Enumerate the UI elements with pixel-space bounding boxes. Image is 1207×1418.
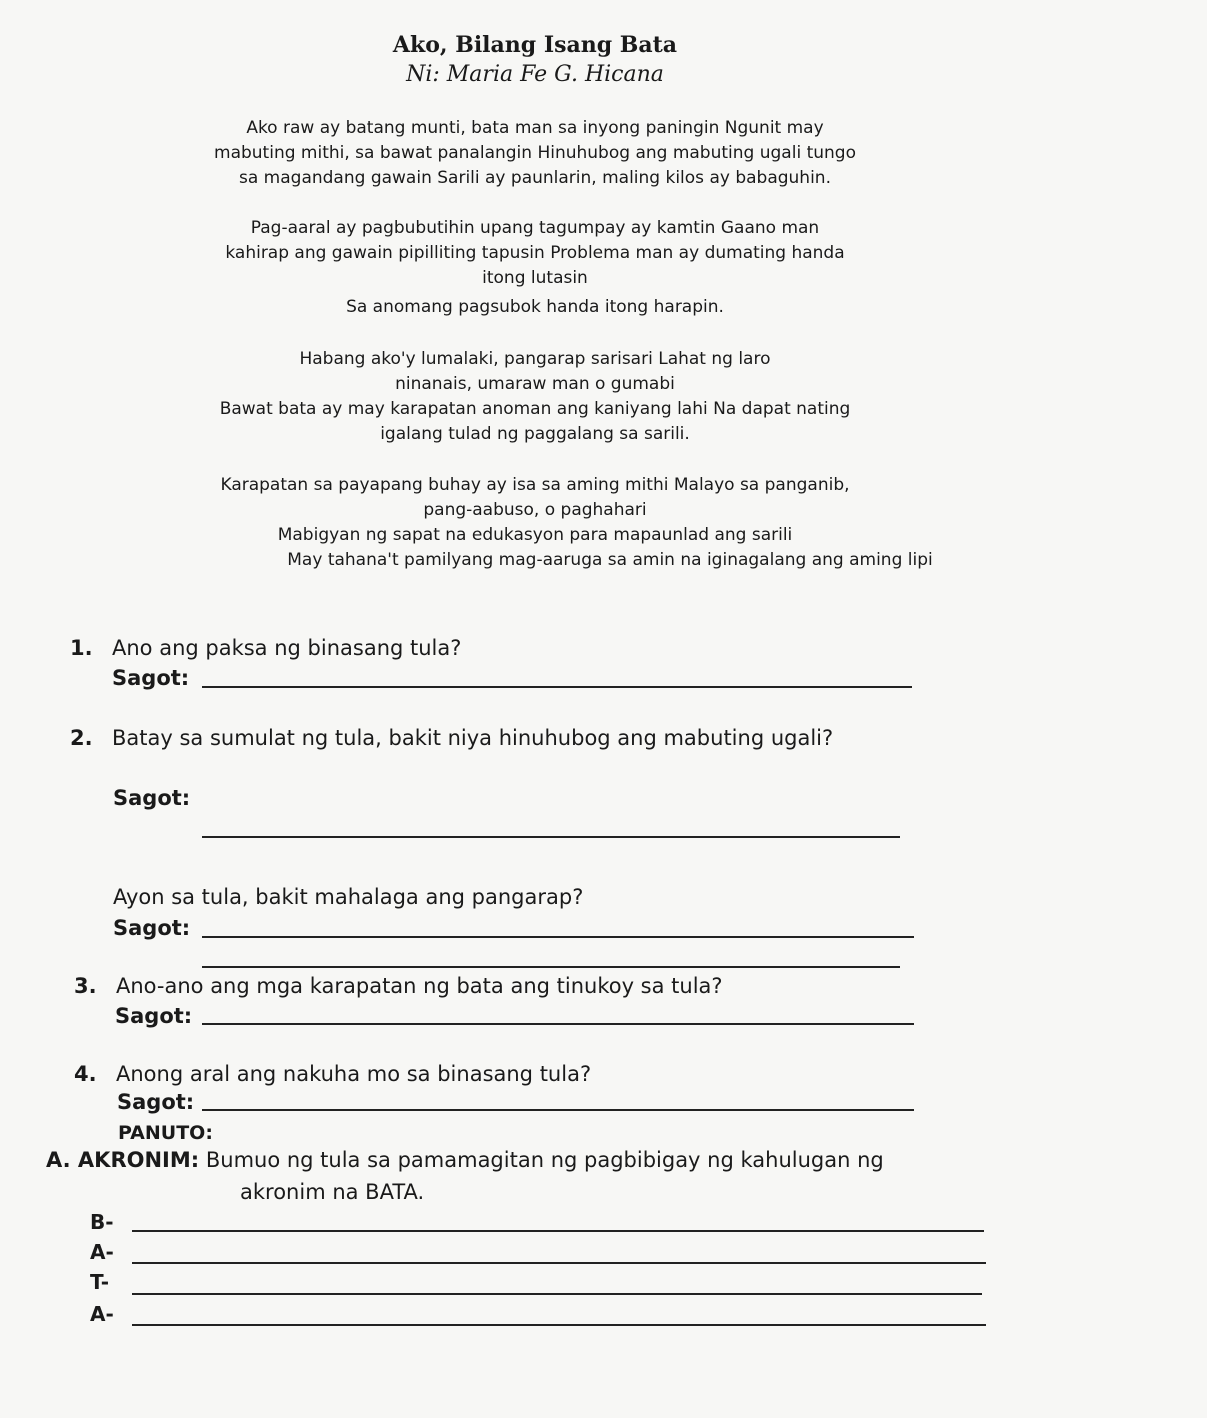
- stanza-3: [110, 347, 960, 447]
- question-2: [70, 726, 833, 750]
- poem-author: Ni: Maria Fe G. Hicana: [406, 62, 664, 87]
- stanza-line: mabuting mithi, sa bawat panalangin Hinuhubog ang mabuting ugali tungo: [214, 143, 856, 163]
- question-text: Ano ang paksa ng binasang tula?: [112, 636, 462, 660]
- question-number: 3.: [74, 974, 97, 998]
- stanza-line: Habang ako'y lumalaki, pangarap sarisari Lahat ng laro: [299, 349, 771, 369]
- answer-label: Sagot:: [113, 916, 191, 940]
- stanza-line: Sa anomang pagsubok handa itong harapin.: [346, 297, 724, 317]
- answer-label: Sagot:: [113, 786, 191, 810]
- akronim-instruction: [46, 1148, 884, 1172]
- question-4: [74, 1062, 591, 1086]
- stanza-line: May tahana't pamilyang mag-aaruga sa amin na iginagalang ang aming lipi: [287, 550, 933, 570]
- question-number: 1.: [70, 636, 93, 660]
- stanza-4: [110, 473, 960, 573]
- answer-line[interactable]: [202, 836, 900, 838]
- acronym-answer-line[interactable]: [132, 1262, 986, 1264]
- answer-label: Sagot:: [117, 1090, 195, 1114]
- stanza-line: Pag-aaral ay pagbubutihin upang tagumpay ay kamtin Gaano man: [250, 218, 820, 238]
- stanza-line: sa magandang gawain Sarili ay paunlarin, maling kilos ay babaguhin.: [239, 168, 831, 188]
- poem-title: Ako, Bilang Isang Bata: [392, 32, 678, 58]
- question-text: Batay sa sumulat ng tula, bakit niya hinuhubog ang mabuting ugali?: [112, 726, 834, 750]
- acronym-answer-line[interactable]: [132, 1324, 986, 1326]
- answer-label: Sagot:: [115, 1004, 193, 1028]
- acronym-answer-line[interactable]: [132, 1293, 982, 1295]
- question-text: Ano-ano ang mga karapatan ng bata ang tinukoy sa tula?: [116, 974, 723, 998]
- acronym-letter-a-2: A-: [90, 1302, 114, 1326]
- answer-line[interactable]: [202, 686, 912, 688]
- question-number: 4.: [74, 1062, 97, 1086]
- answer-line[interactable]: [202, 966, 900, 968]
- stanza-line: kahirap ang gawain pipilliting tapusin Problema man ay dumating handa: [225, 243, 845, 263]
- stanza-line: pang-aabuso, o paghahari: [423, 500, 647, 520]
- akronim-instruction-cont: akronim na BATA.: [240, 1180, 425, 1204]
- answer-line[interactable]: [202, 1109, 914, 1111]
- stanza-1: [110, 116, 960, 191]
- stanza-2: [110, 216, 960, 320]
- stanza-line: Mabigyan ng sapat na edukasyon para mapaunlad ang sarili: [277, 525, 793, 545]
- stanza-line: ninanais, umaraw man o gumabi: [395, 374, 675, 394]
- stanza-line: igalang tulad ng paggalang sa sarili.: [380, 424, 690, 444]
- acronym-letter-b: B-: [90, 1210, 114, 1234]
- question-2b: Ayon sa tula, bakit mahalaga ang pangarap?: [113, 885, 584, 909]
- question-3: [74, 974, 723, 998]
- answer-label: Sagot:: [112, 666, 190, 690]
- question-1: [70, 636, 461, 660]
- answer-line[interactable]: [202, 936, 914, 938]
- akronim-instruction-text: Bumuo ng tula sa pamamagitan ng pagbibigay ng kahulugan ng: [205, 1148, 884, 1172]
- stanza-line: Bawat bata ay may karapatan anoman ang kaniyang lahi Na dapat nating: [219, 399, 851, 419]
- stanza-line: Ako raw ay batang munti, bata man sa inyong paningin Ngunit may: [246, 118, 824, 138]
- question-number: 2.: [70, 726, 93, 750]
- acronym-answer-line[interactable]: [132, 1230, 984, 1232]
- akronim-label: A. AKRONIM:: [46, 1148, 200, 1172]
- panuto-heading: PANUTO:: [118, 1122, 213, 1144]
- stanza-line: itong lutasin: [482, 268, 588, 288]
- answer-line[interactable]: [202, 1023, 914, 1025]
- question-text: Anong aral ang nakuha mo sa binasang tula?: [116, 1062, 592, 1086]
- acronym-letter-a: A-: [90, 1240, 114, 1264]
- stanza-line: Karapatan sa payapang buhay ay isa sa aming mithi Malayo sa panganib,: [220, 475, 850, 495]
- acronym-letter-t: T-: [90, 1270, 110, 1294]
